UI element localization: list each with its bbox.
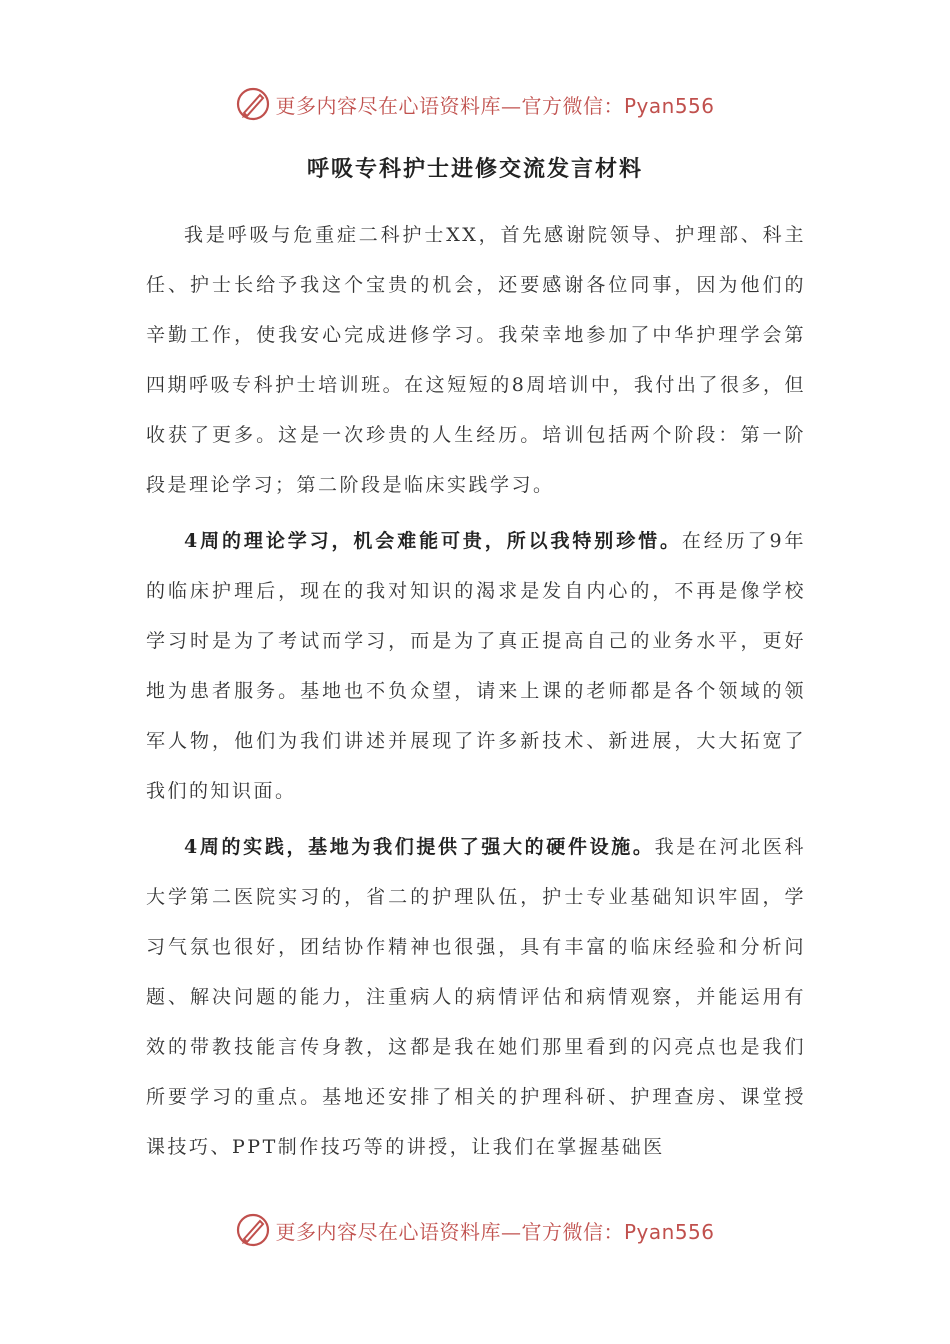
footer-banner [0,1210,950,1250]
document-body [146,210,806,1178]
paragraph-2 [146,516,806,816]
wechat-id: Pyan556 [623,1219,715,1244]
wechat-id: Pyan556 [623,93,715,118]
banner-text: 更多内容尽在心语资料库—官方微信：Pyan556 [275,1219,715,1244]
pen-logo-icon [235,86,271,122]
paragraph-text: 我是在河北医科大学第二医院实习的，省二的护理队伍，护士专业基础知识牢固，学习气氛也很好，团结协作精神也很强，具有丰富的临床经验和分析问题、解决问题的能力，注重病人的病情评估和病情观察，并能运用有效的带教技能言传身教，这都是我在她们那里看到的闪亮点也是我们所要学习的重点。基地还安排了相关的护理科研、护理查房、课堂授课技巧、PPT制作技巧等的讲授，让我们在掌握基础医 [146,836,806,1158]
paragraph-1 [146,210,806,510]
document-title: 呼吸专科护士进修交流发言材料 [306,157,643,182]
header-banner [0,84,950,124]
paragraph-3 [146,822,806,1172]
pen-logo-icon [235,1212,271,1248]
paragraph-text: 我是呼吸与危重症二科护士XX，首先感谢院领导、护理部、科主任、护士长给予我这个宝贵的机会，还要感谢各位同事，因为他们的辛勤工作，使我安心完成进修学习。我荣幸地参加了中华护理学会第四期呼吸专科护士培训班。在这短短的8周培训中，我付出了很多，但收获了更多。这是一次珍贵的人生经历。培训包括两个阶段：第一阶段是理论学习；第二阶段是临床实践学习。 [146,224,806,496]
paragraph-lead: 4周的实践，基地为我们提供了强大的硬件设施。 [184,836,655,858]
banner-text: 更多内容尽在心语资料库—官方微信：Pyan556 [275,93,715,118]
paragraph-lead: 4周的理论学习，机会难能可贵，所以我特别珍惜。 [184,530,682,552]
paragraph-text: 在经历了9年的临床护理后，现在的我对知识的渴求是发自内心的，不再是像学校学习时是为了考试而学习，而是为了真正提高自己的业务水平，更好地为患者服务。基地也不负众望，请来上课的老师都是各个领域的领军人物，他们为我们讲述并展现了许多新技术、新进展，大大拓宽了我们的知识面。 [146,530,806,802]
